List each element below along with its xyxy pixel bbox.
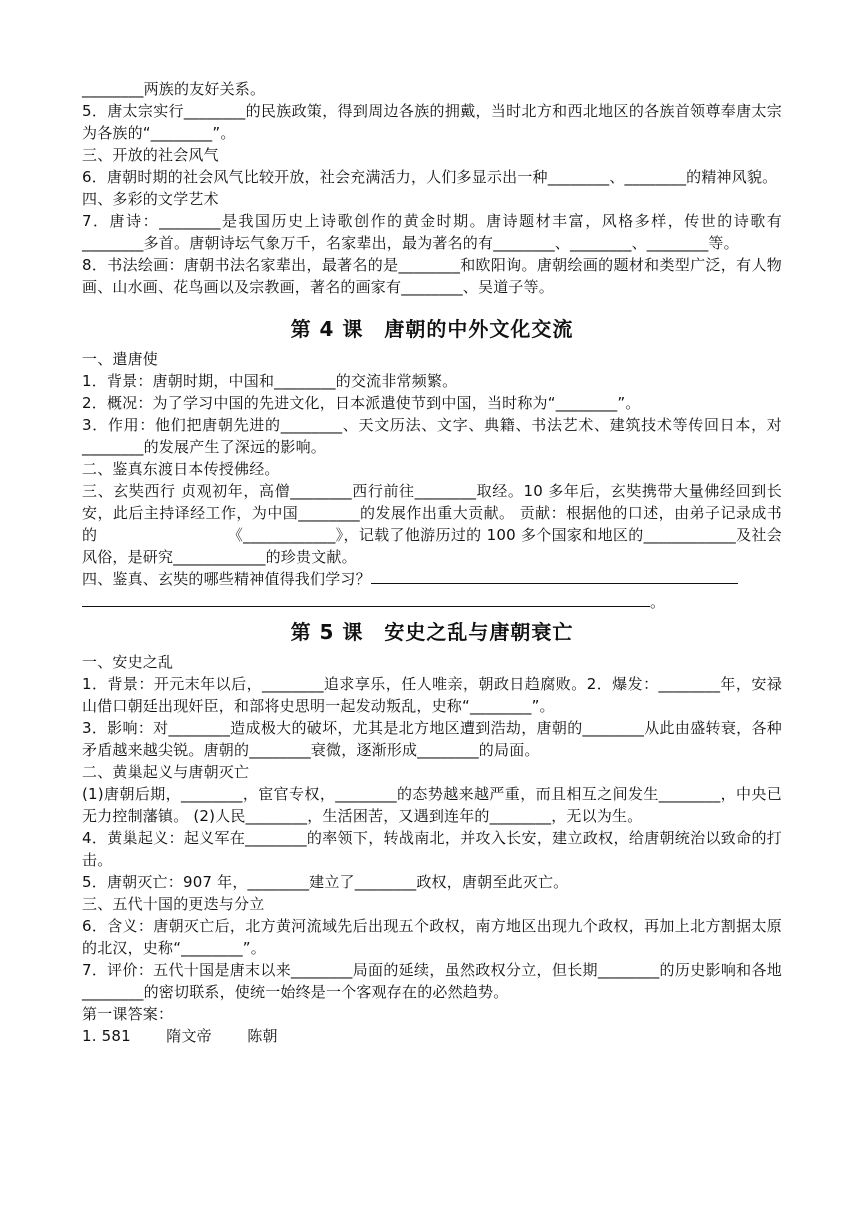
paragraph: 三、玄奘西行 贞观初年，高僧________西行前往________取经。10 多年后，玄奘携带大量佛经回到长安，此后主持译经工作，为中国________的发展作出重大贡献。 贡献：根据他的口述，由弟子记录成书的 《____________》，记载了他游历过的 100 多个国家和地区的____________及社会风俗，是研究____________的珍贵文献。: [82, 482, 782, 566]
paragraph: 7．唐诗：________是我国历史上诗歌创作的黄金时期。唐诗题材丰富，风格多样，传世的诗歌有________多首。唐朝诗坛气象万千，名家辈出，最为著名的有________、________、________等。: [82, 212, 782, 252]
paragraph: 3．影响：对________造成极大的破坏，尤其是北方地区遭到浩劫，唐朝的________从此由盛转衰，各种矛盾越来越尖锐。唐朝的________衰微，逐渐形成________的局面。: [82, 719, 782, 759]
paragraph: 6．含义：唐朝灭亡后，北方黄河流域先后出现五个政权，南方地区出现九个政权，再加上北方割据太原的北汉，史称“________”。: [82, 917, 782, 957]
section-heading: 一、遣唐使: [82, 350, 159, 368]
paragraph: 2．概况：为了学习中国的先进文化，日本派遣使节到中国，当时称为“________”。: [82, 394, 641, 412]
section-heading: 四、多彩的文学艺术: [82, 190, 219, 208]
lesson-4-title: 第 4 课 唐朝的中外文化交流: [290, 317, 574, 341]
paragraph: 7．评价：五代十国是唐末以来________局面的延续，虽然政权分立，但长期________的历史影响和各地________的密切联系，使统一始终是一个客观存在的必然趋势。: [82, 961, 782, 1001]
section-heading: 三、五代十国的更迭与分立: [82, 895, 265, 913]
section-heading: 二、鉴真东渡日本传授佛经。: [82, 460, 280, 478]
paragraph: 1．背景：开元末年以后，________追求享乐，任人唯亲，朝政日趋腐败。2．爆发：________年，安禄山借口朝廷出现奸臣，和部将史思明一起发动叛乱，史称“________”。: [82, 675, 782, 715]
paragraph: 1．背景：唐朝时期，中国和________的交流非常频繁。: [82, 372, 458, 390]
paragraph: 6．唐朝时期的社会风气比较开放，社会充满活力，人们多显示出一种________、________的精神风貌。: [82, 168, 778, 186]
answers-heading: 第一课答案：: [82, 1005, 174, 1023]
paragraph: ________两族的友好关系。: [82, 80, 266, 98]
section-heading: 一、安史之乱: [82, 653, 174, 671]
paragraph: 3．作用：他们把唐朝先进的________、天文历法、文字、典籍、书法艺术、建筑技术等传回日本，对________的发展产生了深远的影响。: [82, 416, 782, 456]
lesson-5-title: 第 5 课 安史之乱与唐朝衰亡: [290, 620, 574, 644]
document-body: [82, 78, 782, 1047]
section-heading: 三、开放的社会风气: [82, 146, 219, 164]
paragraph: 8．书法绘画：唐朝书法名家辈出，最著名的是________和欧阳询。唐朝绘画的题材和类型广泛，有人物画、山水画、花鸟画以及宗教画，著名的画家有________、吴道子等。: [82, 256, 782, 296]
answer-row: 1. 581 隋文帝 陈朝: [82, 1027, 278, 1045]
paragraph: 5．唐朝灭亡：907 年，________建立了________政权，唐朝至此灭亡。: [82, 873, 569, 891]
paragraph: 4．黄巢起义：起义军在________的率领下，转战南北，并攻入长安，建立政权，给唐朝统治以致命的打击。: [82, 829, 782, 869]
period-mark: 。: [650, 593, 666, 611]
paragraph: 5．唐太宗实行________的民族政策，得到周边各族的拥戴，当时北方和西北地区的各族首领尊奉唐太宗为各族的“________”。: [82, 102, 782, 142]
paragraph: (1)唐朝后期，________，宦官专权，________的态势越来越严重，而且相互之间发生________，中央已无力控制藩镇。 (2)人民________，生活困苦，又遇到连年的________，无以为生。: [82, 785, 782, 825]
answer-line: [82, 590, 650, 607]
section-heading: 二、黄巢起义与唐朝灭亡: [82, 763, 250, 781]
answer-line-row: [82, 590, 782, 613]
question-text: 四、鉴真、玄奘的哪些精神值得我们学习？: [82, 570, 371, 588]
question: [82, 568, 782, 590]
answer-line: [371, 569, 738, 584]
